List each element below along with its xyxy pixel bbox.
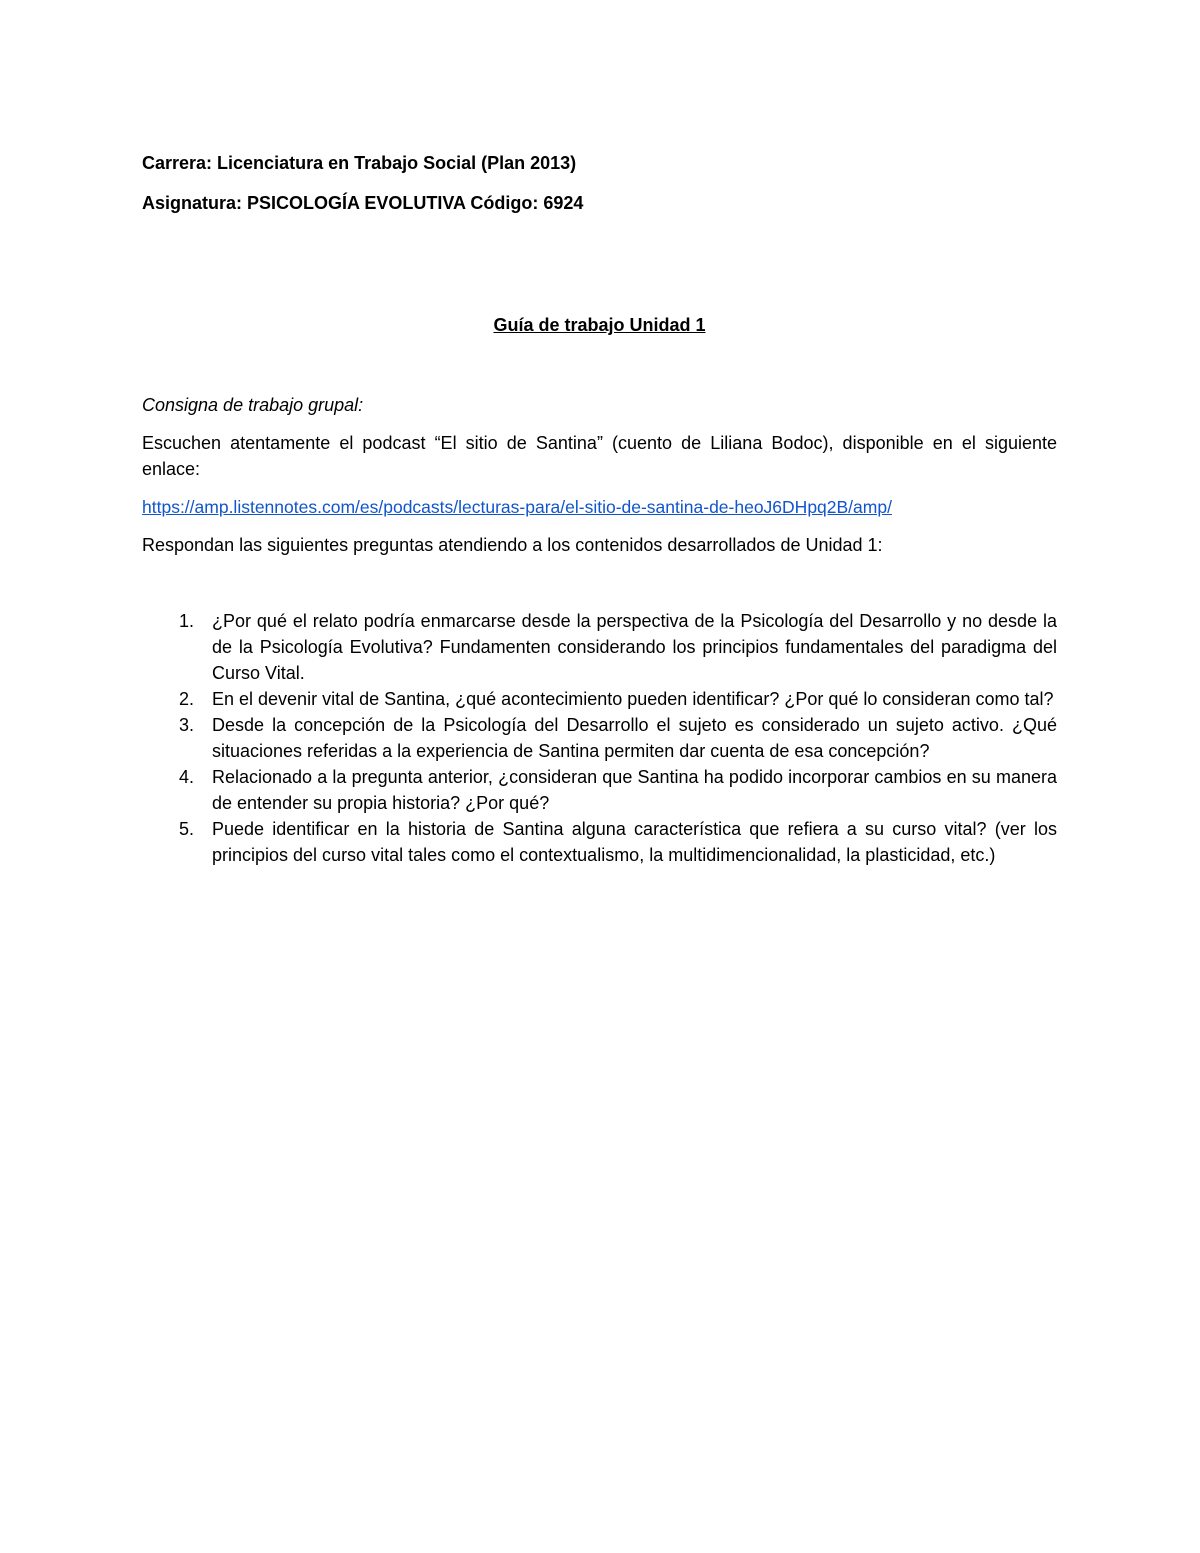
podcast-link[interactable]: https://amp.listennotes.com/es/podcasts/lecturas-para/el-sitio-de-santina-de-heoJ6DHpq2B/amp/: [142, 497, 892, 517]
instruction-heading: Consigna de trabajo grupal:: [142, 395, 364, 415]
question-text: Desde la concepción de la Psicología del Desarrollo el sujeto es considerado un sujeto activo. ¿Qué situaciones referidas a la experiencia de Santina permiten dar cuenta de esa concepción?: [212, 715, 1057, 761]
question-number: 5.: [178, 819, 194, 839]
list-item: [142, 712, 1057, 764]
question-text: Relacionado a la pregunta anterior, ¿consideran que Santina ha podido incorporar cambios en su manera de entender su propia historia? ¿Por qué?: [212, 767, 1057, 813]
question-text: ¿Por qué el relato podría enmarcarse desde la perspectiva de la Psicología del Desarrollo y no desde la de la Psicología Evolutiva? Fundamenten considerando los principios fundamentales del paradigma del Curso Vital.: [212, 611, 1057, 683]
document-title: Guía de trabajo Unidad 1: [493, 315, 706, 335]
answer-paragraph: Respondan las siguientes preguntas atendiendo a los contenidos desarrollados de Unidad 1:: [142, 535, 883, 555]
list-item: [142, 686, 1057, 712]
list-item: [142, 608, 1057, 686]
question-number: 4.: [178, 767, 194, 787]
document-page: [142, 150, 1057, 868]
list-item: [142, 764, 1057, 816]
list-item: [142, 816, 1057, 868]
career-line: Carrera: Licenciatura en Trabajo Social (Plan 2013): [142, 153, 577, 173]
question-number: 1.: [178, 611, 194, 631]
question-number: 3.: [178, 715, 194, 735]
questions-list: [142, 608, 1057, 868]
question-text: Puede identificar en la historia de Santina alguna característica que refiera a su curso vital? (ver los principios del curso vital tales como el contextualismo, la multidimencionalidad, la plasticidad, etc.): [212, 819, 1057, 865]
question-number: 2.: [178, 689, 194, 709]
listen-paragraph: Escuchen atentamente el podcast “El sitio de Santina” (cuento de Liliana Bodoc), disponible en el siguiente enlace:: [142, 433, 1057, 479]
question-text: En el devenir vital de Santina, ¿qué acontecimiento pueden identificar? ¿Por qué lo consideran como tal?: [212, 689, 1054, 709]
subject-line: Asignatura: PSICOLOGÍA EVOLUTIVA Código: 6924: [142, 193, 584, 213]
